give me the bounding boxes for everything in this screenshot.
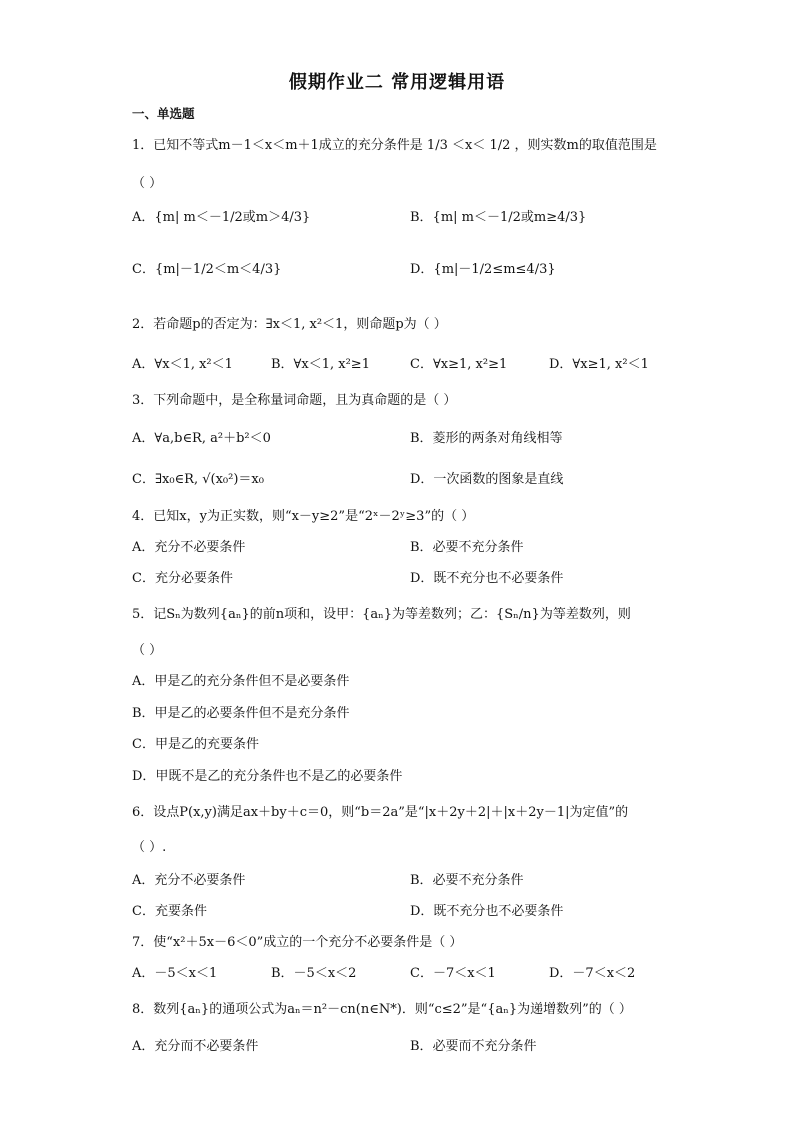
question-2-option-d: D．∀x≥1, x²＜1 xyxy=(549,357,649,372)
section-heading: 一、单选题 xyxy=(132,106,195,121)
question-7-option-a: A．－5＜x＜1 xyxy=(132,966,218,981)
question-2-stem: 2．若命题p的否定为：∃x＜1, x²＜1，则命题p为（ ） xyxy=(132,317,447,332)
question-3-option-b: B．菱形的两条对角线相等 xyxy=(410,431,563,446)
question-4-option-c: C．充分必要条件 xyxy=(132,571,233,586)
question-2-option-a: A．∀x＜1, x²＜1 xyxy=(132,357,233,372)
question-5-paren: （ ） xyxy=(132,643,163,658)
question-5-option-d: D．甲既不是乙的充分条件也不是乙的必要条件 xyxy=(132,769,403,784)
question-2-option-c: C．∀x≥1, x²≥1 xyxy=(410,357,508,372)
question-4-option-d: D．既不充分也不必要条件 xyxy=(410,571,564,586)
question-4-option-a: A．充分不必要条件 xyxy=(132,540,246,555)
question-2-option-b: B．∀x＜1, x²≥1 xyxy=(271,357,370,372)
question-5-option-c: C．甲是乙的充要条件 xyxy=(132,737,259,752)
question-1-option-b: B．{m| m＜－1/2或m≥4/3} xyxy=(410,210,587,225)
question-3-option-c: C．∃x₀∈R, √(x₀²)＝x₀ xyxy=(132,472,264,487)
question-4-stem: 4．已知x，y为正实数，则“x－y≥2”是“2ˣ－2ʸ≥3”的（ ） xyxy=(132,509,475,524)
question-6-stem: 6．设点P(x,y)满足ax＋by＋c＝0，则“b＝2a”是“|x＋2y＋2|＋|x＋2y－1|为定值”的 xyxy=(132,805,629,820)
question-8-option-a: A．充分而不必要条件 xyxy=(132,1039,259,1054)
question-8-stem: 8．数列{aₙ}的通项公式为aₙ＝n²－cn(n∈N*)．则“c≤2”是“{aₙ}为递增数列”的（ ） xyxy=(132,1002,632,1017)
question-5-option-b: B．甲是乙的必要条件但不是充分条件 xyxy=(132,706,350,721)
question-6-option-b: B．必要不充分条件 xyxy=(410,873,524,888)
question-1-option-c: C．{m|－1/2＜m＜4/3} xyxy=(132,262,282,277)
question-7-option-d: D．－7＜x＜2 xyxy=(549,966,636,981)
question-6-option-a: A．充分不必要条件 xyxy=(132,873,246,888)
question-4-option-b: B．必要不充分条件 xyxy=(410,540,524,555)
question-5-option-a: A．甲是乙的充分条件但不是必要条件 xyxy=(132,674,350,689)
question-7-stem: 7．使“x²＋5x－6＜0”成立的一个充分不必要条件是（ ） xyxy=(132,935,463,950)
question-5-stem: 5．记Sₙ为数列{aₙ}的前n项和，设甲：{aₙ}为等差数列；乙：{Sₙ/n}为等差数列，则 xyxy=(132,607,631,622)
question-8-option-b: B．必要而不充分条件 xyxy=(410,1039,537,1054)
question-3-option-d: D．一次函数的图象是直线 xyxy=(410,472,564,487)
question-3-stem: 3．下列命题中，是全称量词命题，且为真命题的是（ ） xyxy=(132,393,457,408)
question-6-paren: （ ）. xyxy=(132,840,167,855)
question-1-stem: 1．已知不等式m－1＜x＜m＋1成立的充分条件是 1/3 ＜x＜ 1/2 ，则实数m的取值范围是 xyxy=(132,138,657,153)
question-1-option-a: A．{m| m＜－1/2或m＞4/3} xyxy=(132,210,311,225)
page-title: 假期作业二 常用逻辑用语 xyxy=(288,72,506,93)
question-7-option-c: C．－7＜x＜1 xyxy=(410,966,496,981)
question-7-option-b: B．－5＜x＜2 xyxy=(271,966,357,981)
question-3-option-a: A．∀a,b∈R, a²＋b²＜0 xyxy=(132,431,271,446)
question-1-paren: （ ） xyxy=(132,176,163,191)
question-6-option-d: D．既不充分也不必要条件 xyxy=(410,904,564,919)
question-6-option-c: C．充要条件 xyxy=(132,904,207,919)
question-1-option-d: D．{m|－1/2≤m≤4/3} xyxy=(410,262,556,277)
